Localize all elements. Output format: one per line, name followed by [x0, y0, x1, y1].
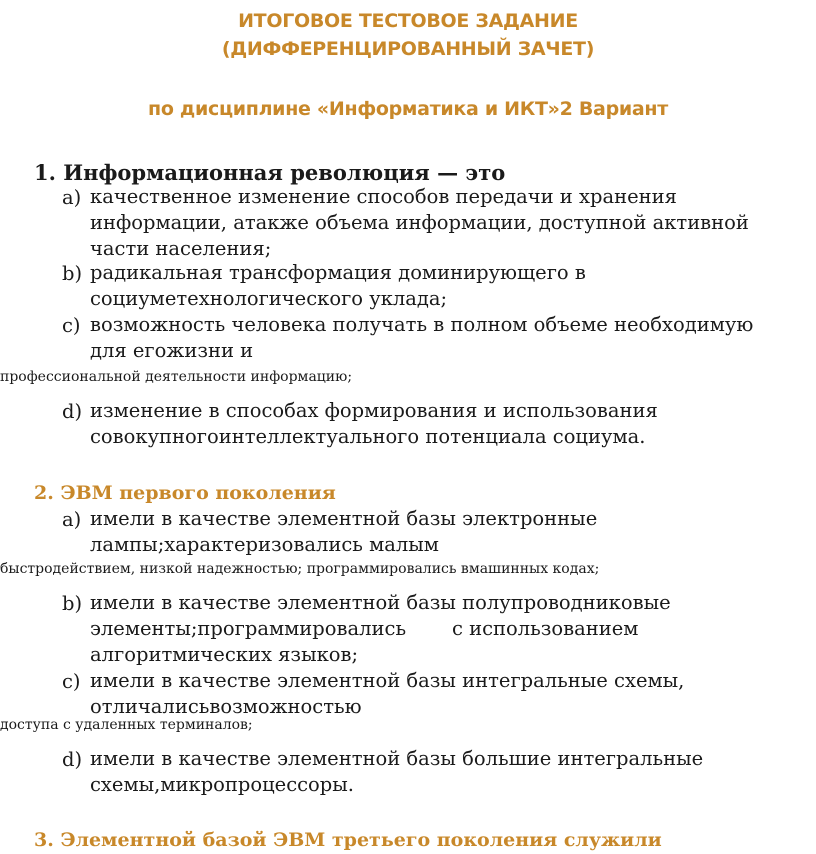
q2-d-marker: d): [62, 748, 83, 771]
q1-option-d-line2: совокупногоинтеллектуального потенциала социума.: [90, 425, 646, 448]
q2-option-b-line1: имели в качестве элементной базы полупроводниковые: [90, 591, 671, 614]
q2-option-c-line1: имели в качестве элементной базы интегральные схемы,: [90, 669, 685, 692]
discipline-variant: по дисциплине «Информатика и ИКТ»2 Вариант: [148, 98, 668, 120]
q1-b-marker: b): [62, 262, 83, 285]
q2-option-a-line1: имели в качестве элементной базы электронные: [90, 507, 598, 530]
test-subtitle: (ДИФФЕРЕНЦИРОВАННЫЙ ЗАЧЕТ): [221, 38, 595, 60]
q1-option-b-line2: социуметехнологического уклада;: [90, 287, 448, 310]
q1-option-a-line2: информации, атакже объема информации, доступной активной: [90, 211, 749, 234]
q1-option-b-line1: радикальная трансформация доминирующего в: [90, 261, 586, 284]
q2-option-d-line2: схемы,микропроцессоры.: [90, 773, 355, 796]
q2-a-marker: a): [62, 508, 82, 531]
q2-c-marker: c): [62, 670, 81, 693]
test-title: ИТОГОВОЕ ТЕСТОВОЕ ЗАДАНИЕ: [238, 10, 578, 32]
q2-option-c-line2: отличалисьвозможностью: [90, 695, 362, 718]
question-2-title: 2. ЭВМ первого поколения: [34, 482, 336, 504]
q2-option-b-line2b: с использованием: [452, 617, 639, 640]
q1-a-marker: a): [62, 186, 82, 209]
q2-option-c-continuation: доступа с удаленных терминалов;: [0, 717, 253, 733]
q2-option-d-line1: имели в качестве элементной базы большие интегральные: [90, 747, 704, 770]
q1-option-c-continuation: профессиональной деятельности информацию;: [0, 369, 353, 385]
q2-option-b-line3: алгоритмических языков;: [90, 643, 359, 666]
q1-d-marker: d): [62, 400, 83, 423]
q1-option-a-line1: качественное изменение способов передачи и хранения: [90, 185, 677, 208]
q2-b-marker: b): [62, 592, 83, 615]
question-1-heading: [34, 160, 505, 185]
question-1-number: 1.: [34, 160, 56, 185]
q1-option-d-line1: изменение в способах формирования и использования: [90, 399, 658, 422]
q1-option-c-line2: для егожизни и: [90, 339, 254, 362]
q2-option-a-line2: лампы;характеризовались малым: [90, 533, 439, 556]
q1-option-c-line1: возможность человека получать в полном объеме необходимую: [90, 313, 754, 336]
question-3-title: 3. Элементной базой ЭВМ третьего поколения служили: [34, 829, 662, 851]
q2-option-b-line2a: элементы;программировались: [90, 617, 407, 640]
q1-c-marker: c): [62, 314, 81, 337]
q2-option-a-continuation: быстродействием, низкой надежностью; программировались вмашинных кодах;: [0, 561, 600, 577]
question-1-title: Информационная революция — это: [63, 160, 506, 185]
q1-option-a-line3: части населения;: [90, 237, 272, 260]
